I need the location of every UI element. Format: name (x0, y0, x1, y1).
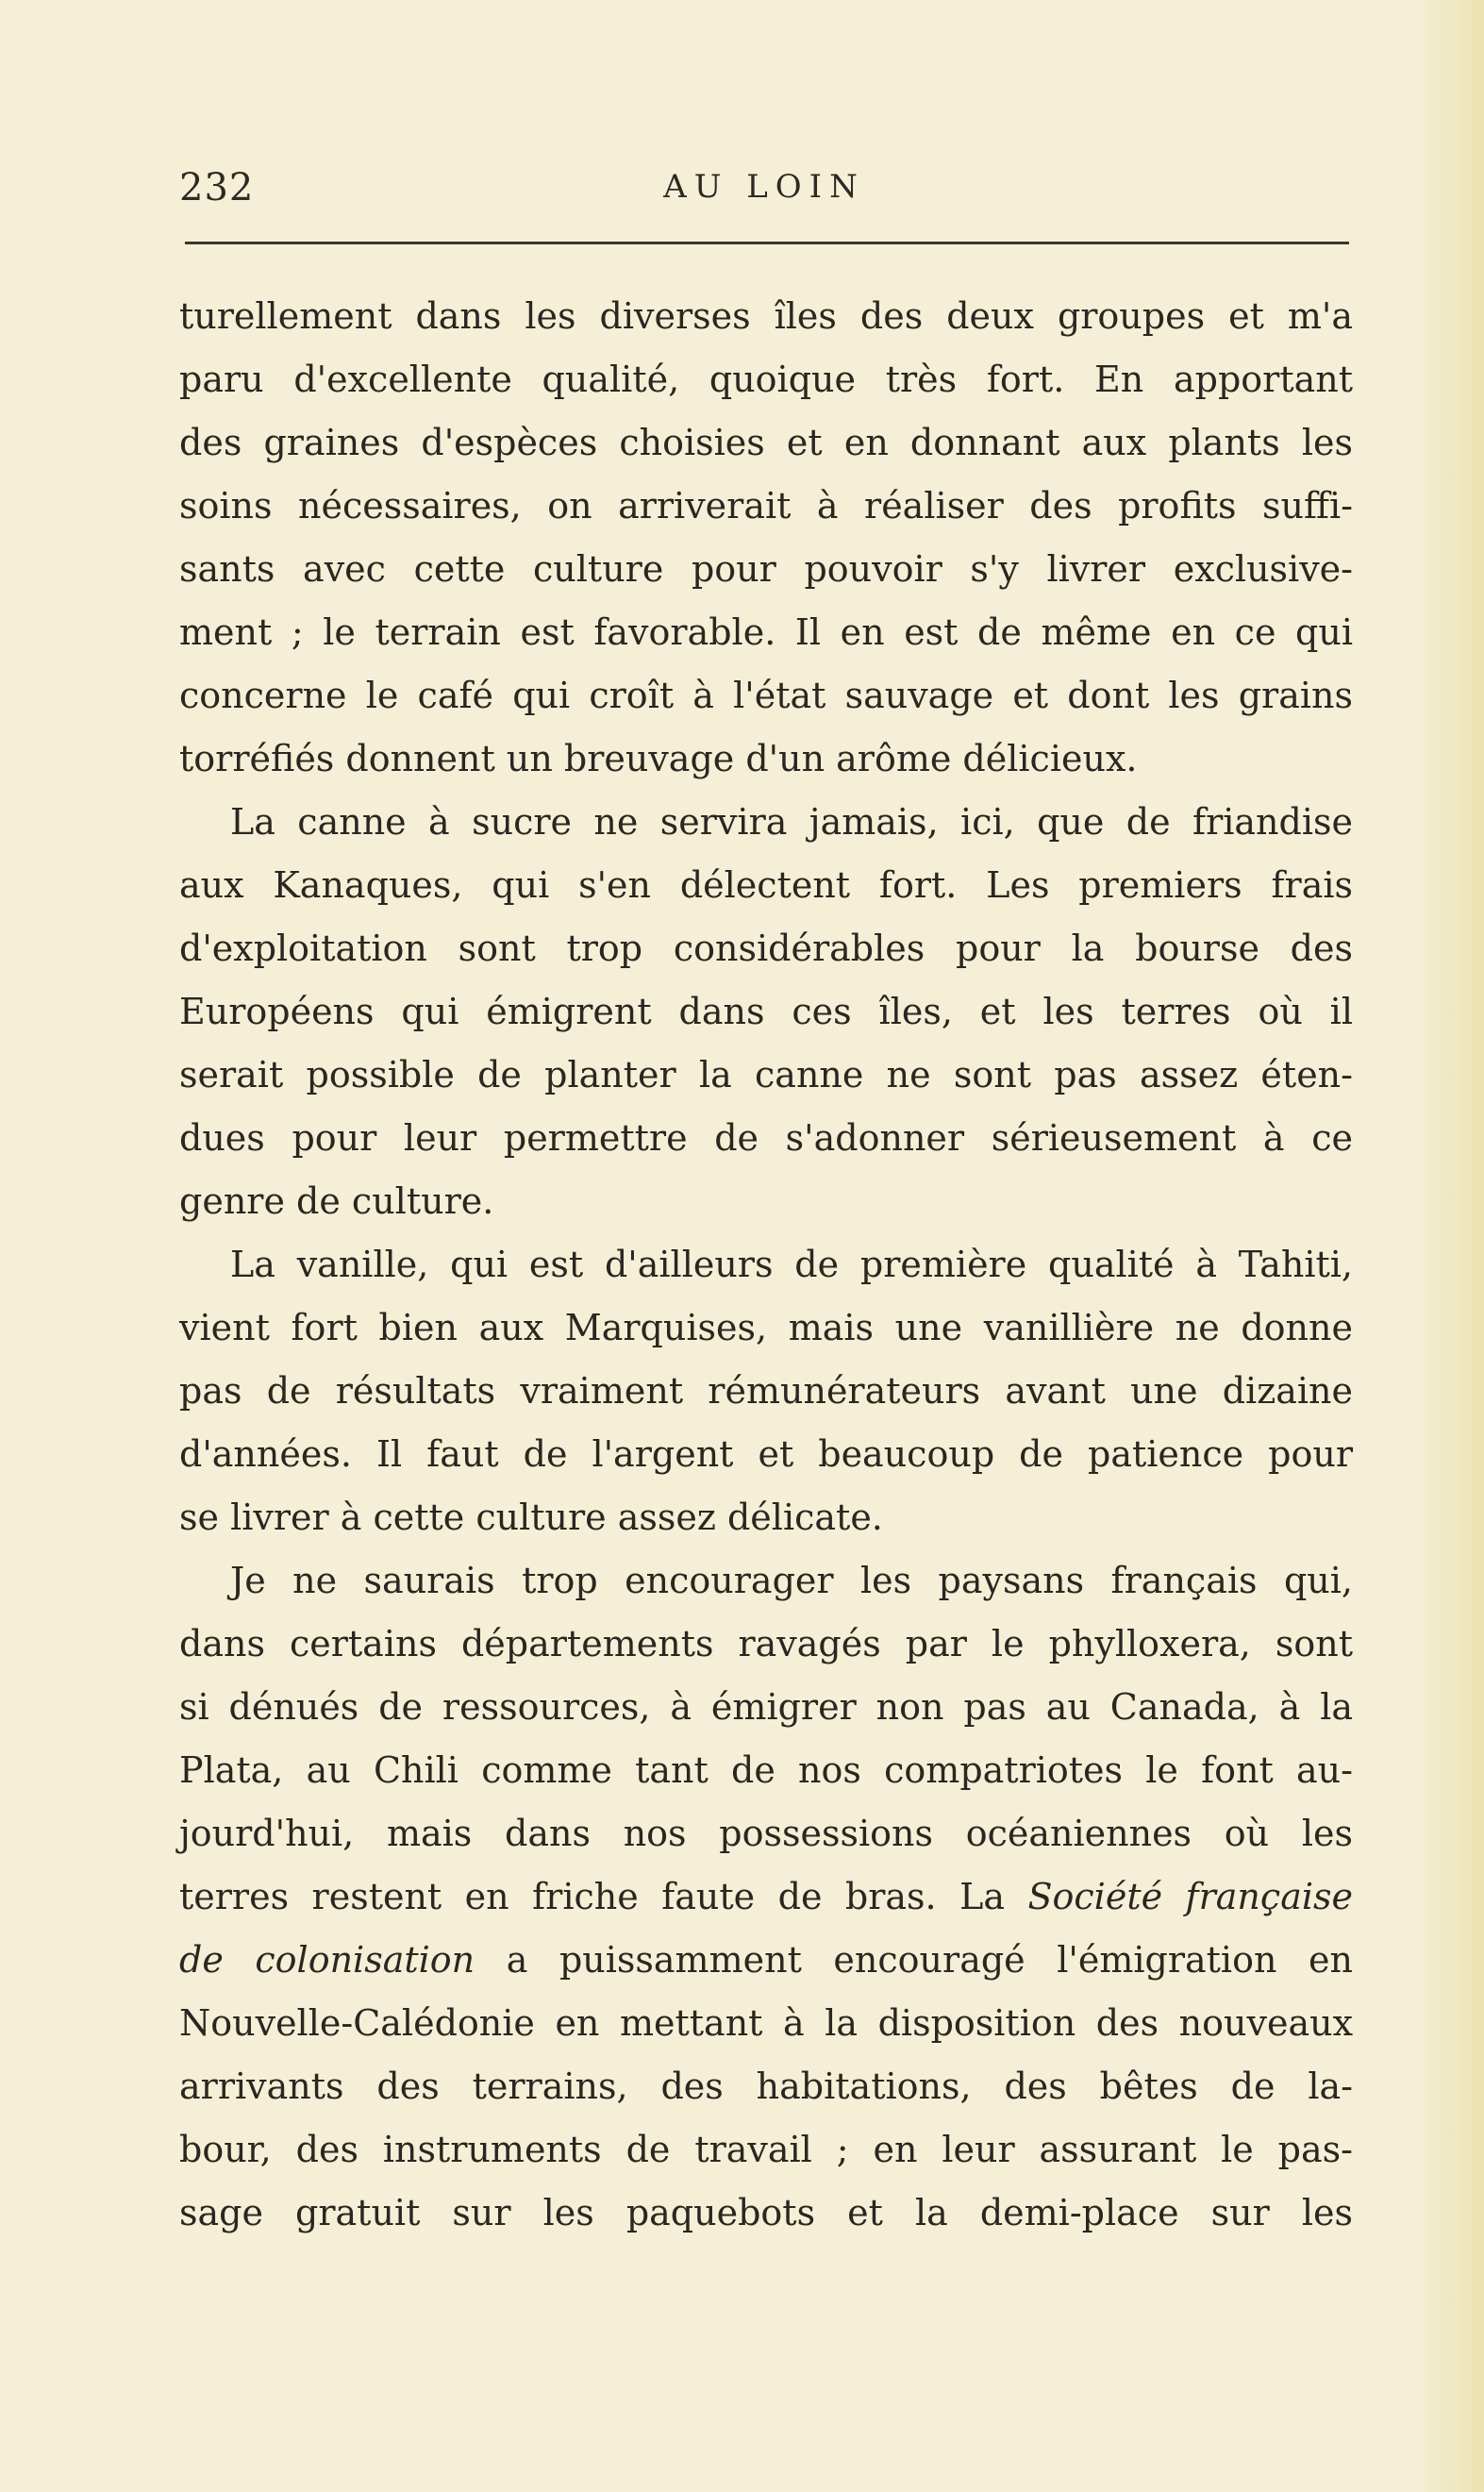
text-line: Européens qui émigrent dans ces îles, et les terres où il (179, 991, 1353, 1032)
page-edge-shading (1418, 0, 1484, 2492)
text-line: sage gratuit sur les paquebots et la demi-place sur les (179, 2192, 1353, 2233)
text-line: arrivants des terrains, des habitations, des bêtes de la- (179, 2066, 1353, 2107)
text-line: serait possible de planter la canne ne sont pas assez éten- (179, 1054, 1353, 1095)
text-line: concerne le café qui croît à l'état sauvage et dont les grains (179, 675, 1353, 716)
text-line: torréfiés donnent un breuvage d'un arôme délicieux. (179, 738, 1138, 779)
text-line: d'exploitation sont trop considérables pour la bourse des (179, 928, 1353, 969)
text-line: des graines d'espèces choisies et en donnant aux plants les (179, 422, 1353, 463)
text-line: pas de résultats vraiment rémunérateurs avant une dizaine (179, 1370, 1353, 1412)
text-line: Plata, au Chili comme tant de nos compatriotes le font au- (179, 1749, 1353, 1791)
text-line (179, 1865, 1353, 1929)
header-rule (185, 242, 1349, 244)
text-line: dans certains départements ravagés par le phylloxera, sont (179, 1623, 1353, 1664)
body-text (179, 285, 1353, 2245)
text-line: genre de culture. (179, 1180, 494, 1222)
text-line: Je ne saurais trop encourager les paysans français qui, (230, 1560, 1353, 1601)
text-line: ment ; le terrain est favorable. Il en est de même en ce qui (179, 611, 1353, 653)
text-segment: terres restent en friche faute de bras. La (179, 1876, 1005, 1917)
text-line: d'années. Il faut de l'argent et beaucoup de patience pour (179, 1433, 1353, 1475)
text-line: si dénués de ressources, à émigrer non pas au Canada, à la (179, 1686, 1353, 1728)
text-line: dues pour leur permettre de s'adonner sérieusement à ce (179, 1117, 1353, 1159)
running-title: AU LOIN (663, 168, 865, 206)
text-line: soins nécessaires, on arriverait à réaliser des profits suffi- (179, 485, 1353, 527)
page-header (179, 166, 1349, 215)
text-line: turellement dans les diverses îles des deux groupes et m'a (179, 295, 1353, 337)
text-line: La canne à sucre ne servira jamais, ici, que de friandise (230, 801, 1353, 843)
italic-colonisation: de colonisation (179, 1939, 475, 1981)
text-line: jourd'hui, mais dans nos possessions océaniennes où les (179, 1813, 1353, 1854)
text-line: aux Kanaques, qui s'en délectent fort. Les premiers frais (179, 864, 1353, 906)
text-line: vient fort bien aux Marquises, mais une vanillière ne donne (179, 1307, 1353, 1348)
text-line: se livrer à cette culture assez délicate. (179, 1497, 883, 1538)
text-line: paru d'excellente qualité, quoique très fort. En apportant (179, 359, 1353, 400)
text-line: sants avec cette culture pour pouvoir s'y livrer exclusive- (179, 548, 1353, 590)
text-line: La vanille, qui est d'ailleurs de première qualité à Tahiti, (230, 1244, 1353, 1285)
italic-society-name: Société française (1027, 1876, 1353, 1917)
text-line: Nouvelle-Calédonie en mettant à la disposition des nouveaux (179, 2002, 1353, 2044)
text-line: bour, des instruments de travail ; en leur assurant le pas- (179, 2129, 1353, 2170)
text-line (179, 1929, 1353, 1992)
text-segment: a puissamment encouragé l'émigration en (506, 1939, 1353, 1981)
page-number: 232 (179, 166, 255, 209)
